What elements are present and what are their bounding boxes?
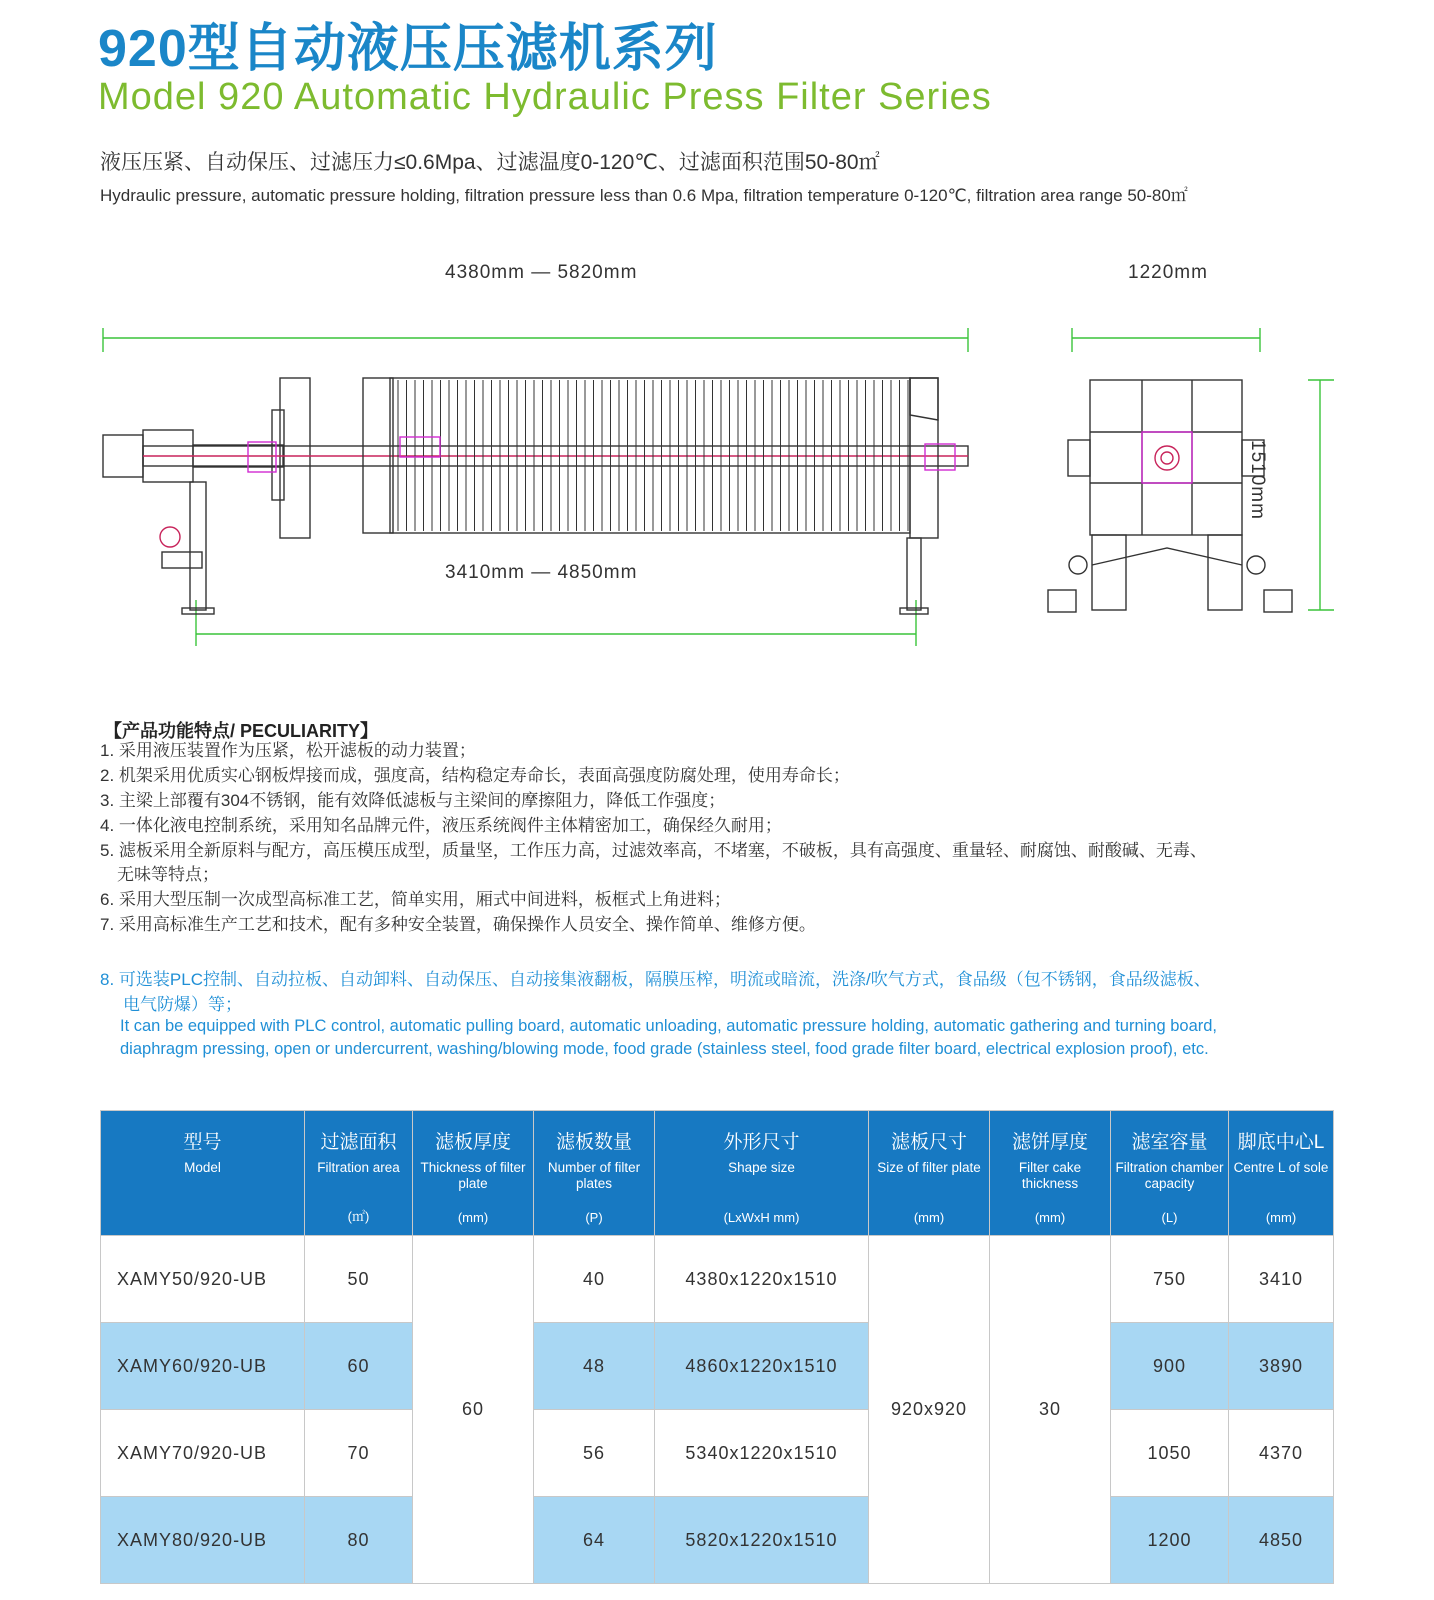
cell-area: 60 (305, 1323, 413, 1410)
cell-shape: 4860x1220x1510 (655, 1323, 869, 1410)
cell-plate-size: 920x920 (869, 1236, 990, 1584)
feature-item: 6. 采用大型压制一次成型高标准工艺，简单实用，厢式中间进料，板框式上角进料； (100, 890, 731, 909)
dimension-overall-length: 4380mm — 5820mm (445, 262, 638, 283)
cell-plates: 56 (534, 1410, 655, 1497)
header-cake-thickness: 滤饼厚度 Filter cake thickness (mm) (990, 1111, 1111, 1236)
cell-cake-thickness: 30 (990, 1236, 1111, 1584)
cell-model: XAMY50/920-UB (101, 1236, 305, 1323)
table-row (101, 1323, 1334, 1410)
cell-shape: 4380x1220x1510 (655, 1236, 869, 1323)
cell-capacity: 900 (1111, 1323, 1229, 1410)
dimension-sole-centre: 3410mm — 4850mm (445, 562, 638, 583)
header-shape-size: 外形尺寸 Shape size (LxWxH mm) (655, 1111, 869, 1236)
cell-shape: 5340x1220x1510 (655, 1410, 869, 1497)
spec-table (100, 1110, 1334, 1584)
table-row (101, 1497, 1334, 1584)
option-text-cn: 8. 可选装PLC控制、自动拉板、自动卸料、自动保压、自动接集液翻板，隔膜压榨，明流或暗流，洗涤/吹气方式，食品级（包不锈钢，食品级滤板、 (100, 970, 1211, 989)
cell-capacity: 1050 (1111, 1410, 1229, 1497)
header-model: 型号 Model (101, 1111, 305, 1236)
feature-item: 4. 一体化液电控制系统，采用知名品牌元件，液压系统阀件主体精密加工，确保经久耐用； (100, 816, 782, 835)
feature-item: 2. 机架采用优质实心钢板焊接而成，强度高，结构稳定寿命长，表面高强度防腐处理，使用寿命长； (100, 766, 850, 785)
header-area: 过滤面积 Filtration area (㎡) (305, 1111, 413, 1236)
header-plate-count: 滤板数量 Number of filter plates (P) (534, 1111, 655, 1236)
cell-plates: 64 (534, 1497, 655, 1584)
dimension-height: 1510mm (1247, 440, 1268, 520)
cell-plate-thickness: 60 (413, 1236, 534, 1584)
cell-model: XAMY60/920-UB (101, 1323, 305, 1410)
header-capacity: 滤室容量 Filtration chamber capacity (L) (1111, 1111, 1229, 1236)
cell-area: 70 (305, 1410, 413, 1497)
feature-item-continued: 无味等特点； (117, 865, 219, 884)
cell-area: 50 (305, 1236, 413, 1323)
table-header-row (101, 1111, 1334, 1236)
option-text-cn-continued: 电气防爆）等； (123, 995, 242, 1014)
peculiarity-heading: 【产品功能特点/ PECULIARITY】 (104, 721, 379, 741)
cell-model: XAMY70/920-UB (101, 1410, 305, 1497)
cell-centre: 4370 (1229, 1410, 1334, 1497)
cell-area: 80 (305, 1497, 413, 1584)
cell-centre: 3890 (1229, 1323, 1334, 1410)
header-plate-size: 滤板尺寸 Size of filter plate (mm) (869, 1111, 990, 1236)
cell-centre: 4850 (1229, 1497, 1334, 1584)
feature-item: 5. 滤板采用全新原料与配方，高压模压成型，质量坚，工作压力高，过滤效率高，不堵塞，不破板，具有高强度、重量轻、耐腐蚀、耐酸碱、无毒、 (100, 841, 1207, 860)
cell-shape: 5820x1220x1510 (655, 1497, 869, 1584)
cell-plates: 48 (534, 1323, 655, 1410)
option-text-en: It can be equipped with PLC control, automatic pulling board, automatic unloading, automatic pressure holding, automatic gathering and turning board, (120, 1017, 1218, 1035)
table-row (101, 1236, 1334, 1323)
table-row (101, 1410, 1334, 1497)
feature-item: 7. 采用高标准生产工艺和技术，配有多种安全装置，确保操作人员安全、操作简单、维修方便。 (100, 915, 816, 934)
header-plate-thickness: 滤板厚度 Thickness of filter plate (mm) (413, 1111, 534, 1236)
cell-capacity: 1200 (1111, 1497, 1229, 1584)
page-title-cn: 920型自动液压压滤机系列 (98, 20, 718, 78)
cell-centre: 3410 (1229, 1236, 1334, 1323)
subtitle-cn: 液压压紧、自动保压、过滤压力≤0.6Mpa、过滤温度0-120℃、过滤面积范围50-80㎡ (100, 151, 880, 174)
subtitle-en: Hydraulic pressure, automatic pressure holding, filtration pressure less than 0.6 Mpa, filtration temperature 0-120℃, filtration area range 50-80㎡ (100, 186, 1188, 205)
cell-model: XAMY80/920-UB (101, 1497, 305, 1584)
filter-press-drawing (98, 320, 1348, 650)
header-sole-centre: 脚底中心L Centre L of sole (mm) (1229, 1111, 1334, 1236)
feature-item: 1. 采用液压装置作为压紧，松开滤板的动力装置； (100, 741, 476, 760)
cell-plates: 40 (534, 1236, 655, 1323)
cell-capacity: 750 (1111, 1236, 1229, 1323)
dimension-width: 1220mm (1128, 262, 1208, 283)
option-text-en-continued: diaphragm pressing, open or undercurrent, washing/blowing mode, food grade (stainless steel, food grade filter board, electrical explosion proof), etc. (120, 1040, 1209, 1058)
feature-item: 3. 主梁上部覆有304不锈钢，能有效降低滤板与主梁间的摩擦阻力，降低工作强度； (100, 791, 726, 810)
page-title-en: Model 920 Automatic Hydraulic Press Filter Series (98, 76, 992, 118)
